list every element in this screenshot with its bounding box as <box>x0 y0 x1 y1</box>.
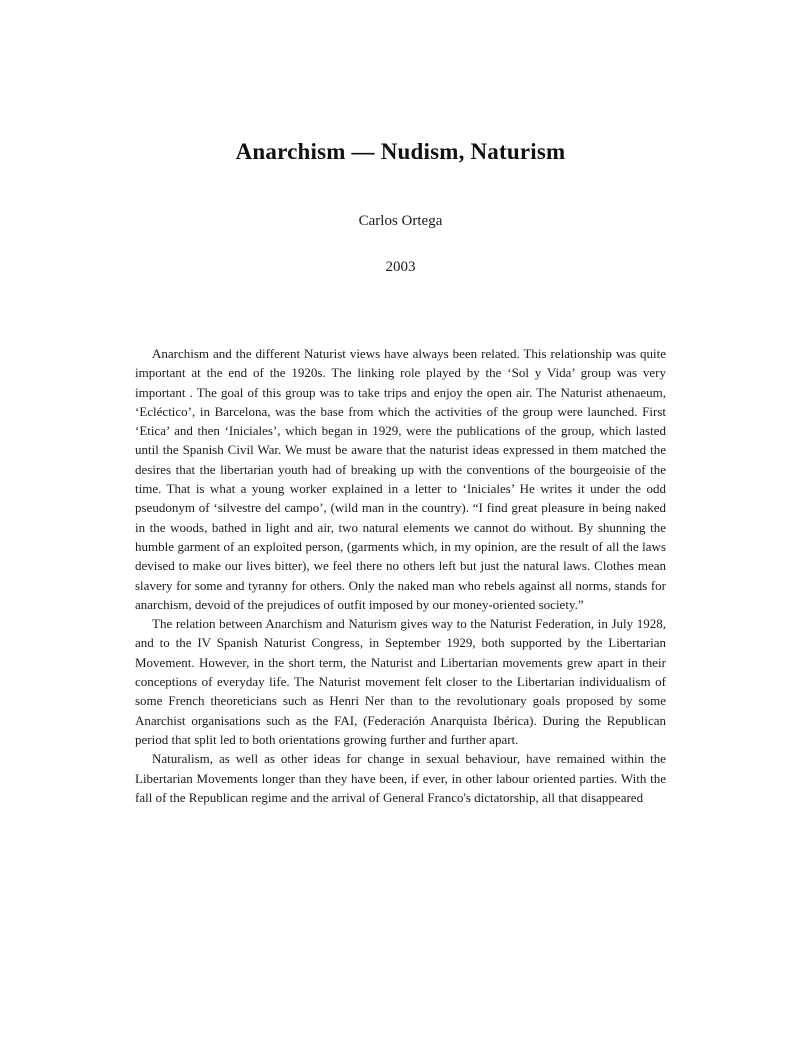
paragraph-intro-naturism: Anarchism and the different Naturist views have always been related. This relationship was quite important at the end of the 1920s. The linking role played by the ‘Sol y Vida’ group was very important . The goal of this group was to take trips and enjoy the open air. The Naturist athenaeum, ‘Ecléctico’, in Barcelona, was the base from which the activities of the group were launched. First ‘Etica’ and then ‘Iniciales’, which began in 1929, were the publications of the group, which lasted until the Spanish Civil War. We must be aware that the naturist ideas expressed in them matched the desires that the libertarian youth had of breaking up with the conventions of the bourgeoisie of the time. That is what a young worker explained in a letter to ‘Iniciales’ He writes it under the odd pseudonym of ‘silvestre del campo’, (wild man in the country). “I find great pleasure in being naked in the woods, bathed in light and air, two natural elements we cannot do without. By shunning the humble garment of an exploited person, (garments which, in my opinion, are the result of all the laws devised to make our lives bitter), we feel there no others left but just the natural laws. Clothes mean slavery for some and tyranny for others. Only the naked man who rebels against all norms, stands for anarchism, devoid of the prejudices of outfit imposed by our money-oriented society.” <box>135 346 666 612</box>
document-body <box>135 344 666 807</box>
document-date: 2003 <box>385 259 416 275</box>
paragraph-naturist-federation: The relation between Anarchism and Naturism gives way to the Naturist Federation, in July 1928, and to the IV Spanish Naturist Congress, in September 1929, both supported by the Libertarian Movement. However, in the short term, the Naturist and Libertarian movements grew apart in their conceptions of everyday life. The Naturist movement felt closer to the Libertarian individualism of some French theoreticians such as Henri Ner than to the revolutionary goals proposed by some Anarchist organisations such as the FAI, (Federación Anarquista Ibérica). During the Republican period that split led to both orientations growing further and further apart. <box>135 616 666 747</box>
document-author: Carlos Ortega <box>358 213 443 229</box>
paragraph-naturalism-libertarian: Naturalism, as well as other ideas for change in sexual behaviour, have remained within the Libertarian Movements longer than they have been, if ever, in other labour oriented parties. With the fall of the Republican regime and the arrival of General Franco's dictatorship, all that disappeared <box>135 751 666 805</box>
document-title: Anarchism — Nudism, Naturism <box>235 139 566 164</box>
